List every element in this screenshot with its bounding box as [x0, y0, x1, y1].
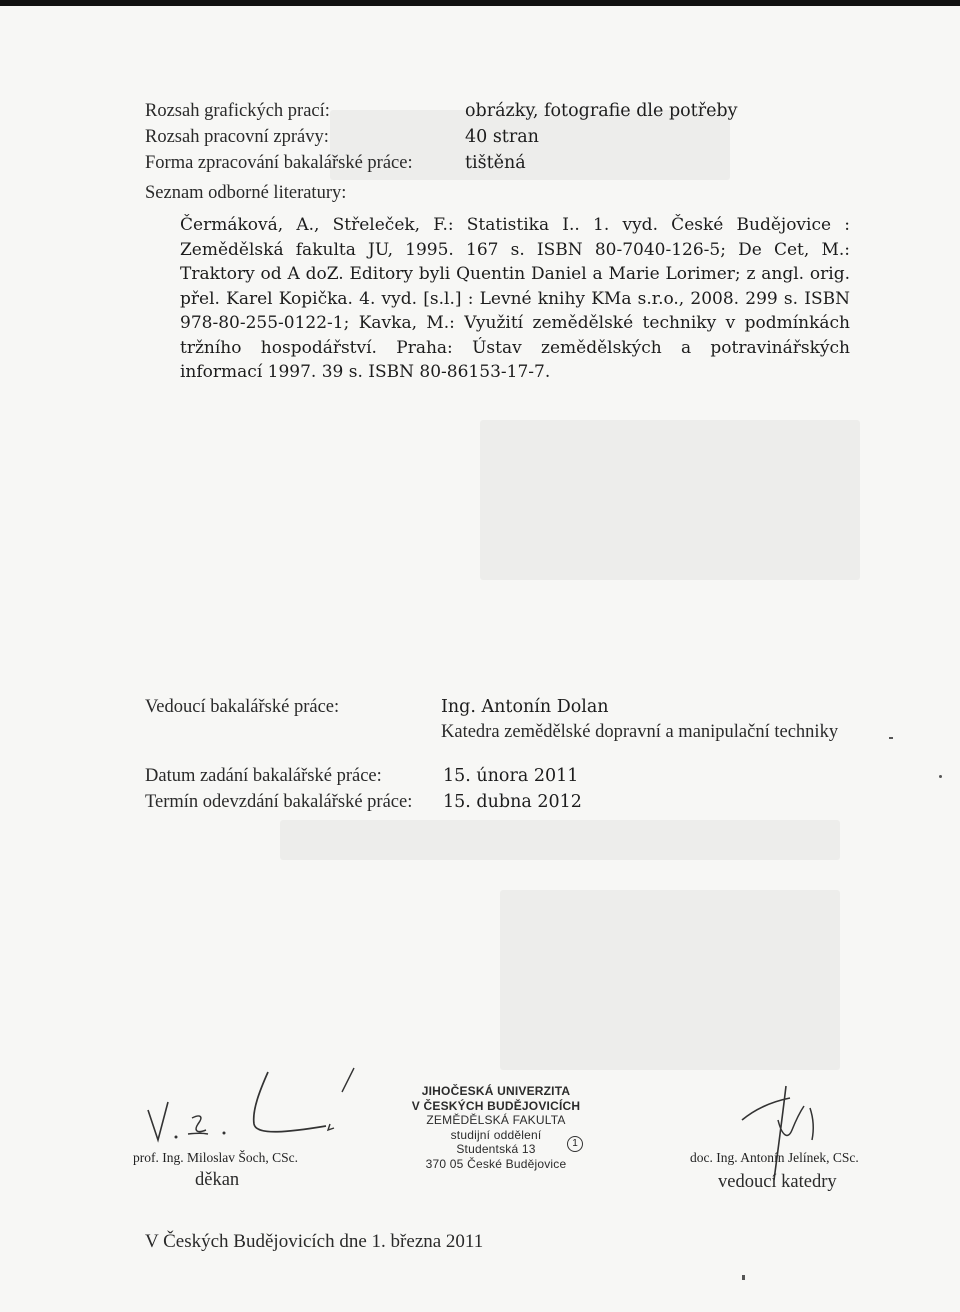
rozsah-grafickych-value: obrázky, fotografie dle potřeby	[465, 101, 738, 121]
bibliography-text: Čermáková, A., Střeleček, F.: Statistika I.. 1. vyd. České Budějovice : Zemědělská fakulta JU, 1995. 167 s. ISBN 80-7040-126-5; De Cet, M.: Traktory od A doZ. Editory byli Quentin Daniel a Marie Lorimer; z angl. orig. přel. Karel Kopička. 4. vyd. [s.l.] : Levné knihy KMa s.r.o., 2008. 299 s. ISBN 978-80-255-0122-1; Kavka, M.: Využití zemědělské techniky v podmínkách tržního hospodářství. Praha: Ústav zemědělských a potravinářských informací 1997. 39 s. ISBN 80-86153-17-7.	[180, 215, 850, 382]
show-through-block	[500, 890, 840, 1070]
datum-zadani-value: 15. února 2011	[443, 766, 579, 786]
scan-speck	[889, 737, 893, 739]
termin-odevzdani-label: Termín odevzdání bakalářské práce:	[145, 792, 413, 812]
show-through-block	[280, 820, 840, 860]
stamp-line-4: studijní oddělení	[450, 1127, 542, 1142]
stamp-line-6: 370 05 České Budějovice	[425, 1156, 567, 1171]
dean-role: děkan	[195, 1170, 240, 1190]
forma-label: Forma zpracování bakalářské práce:	[145, 153, 413, 173]
stamp-line-1: JIHOČESKÁ UNIVERZITA	[421, 1084, 571, 1098]
supervisor-department: Katedra zemědělské dopravní a manipulační techniky	[441, 722, 839, 742]
stamp-line-5: Studentská 13	[456, 1142, 536, 1156]
place-and-date: V Českých Budějovicích dne 1. března 2011	[145, 1231, 484, 1252]
dean-name: prof. Ing. Miloslav Šoch, CSc.	[133, 1150, 298, 1165]
stamp-number-mark: 1	[567, 1136, 583, 1152]
dean-signature	[140, 1060, 370, 1150]
rozsah-grafickych-label: Rozsah grafických prací:	[145, 101, 330, 121]
bibliography	[180, 213, 850, 385]
literatura-label: Seznam odborné literatury:	[145, 183, 347, 203]
forma-value: tištěná	[465, 153, 526, 173]
rozsah-zpravy-label: Rozsah pracovní zprávy:	[145, 127, 329, 147]
stamp-line-3: ZEMĚDĚLSKÁ FAKULTA	[426, 1113, 566, 1127]
termin-odevzdani-value: 15. dubna 2012	[443, 792, 582, 812]
datum-zadani-label: Datum zadání bakalářské práce:	[145, 766, 382, 786]
university-stamp	[396, 1084, 596, 1171]
stamp-line-2: V ČESKÝCH BUDĚJOVICÍCH	[411, 1098, 581, 1113]
scan-speck	[939, 775, 942, 778]
supervisor-label: Vedoucí bakalářské práce:	[145, 697, 340, 717]
show-through-block	[480, 420, 860, 580]
rozsah-zpravy-value: 40 stran	[465, 127, 539, 147]
scan-top-edge	[0, 0, 960, 6]
supervisor-name: Ing. Antonín Dolan	[441, 697, 609, 717]
scan-speck	[742, 1275, 745, 1280]
head-name: doc. Ing. Antonín Jelínek, CSc.	[690, 1150, 859, 1165]
head-role: vedoucí katedry	[718, 1172, 837, 1192]
